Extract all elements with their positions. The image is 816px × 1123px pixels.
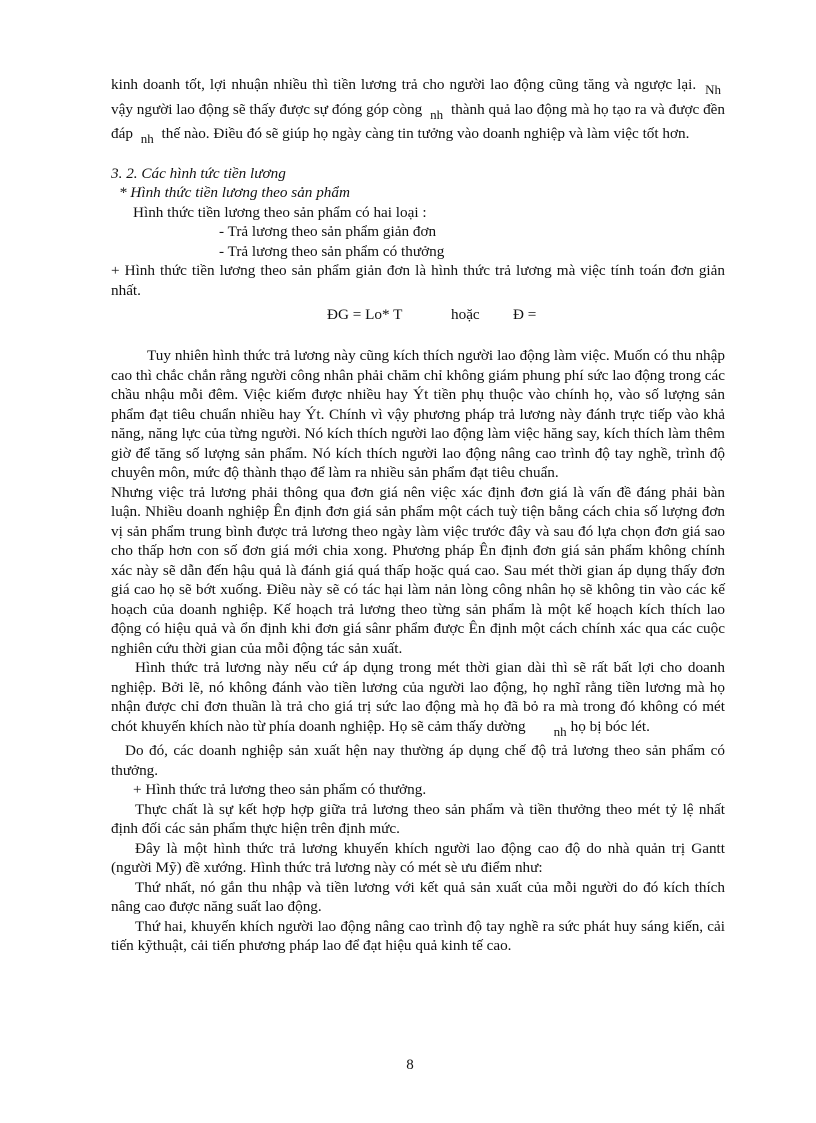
nh-fragment: Nh (705, 82, 721, 97)
simple-definition: + Hình thức tiền lương theo sản phẩm giản đơn là hình thức trả lương mà việc tính toán đơn giản nhất. (111, 262, 725, 299)
bonus-heading: + Hình thức trả lương theo sản phẩm có thưởng. (133, 781, 427, 798)
subheading: * Hình thức tiền lương theo sản phẩm (119, 184, 350, 201)
types-intro: Hình thức tiền lương theo sản phẩm có hai loại : (133, 203, 427, 221)
nh-fragment: nh (140, 131, 154, 146)
intro-paragraph: kinh doanh tốt, lợi nhuận nhiều thì tiền lương trả cho người lao động cũng tăng và ngược lại. Nh vậy người lao động sẽ thấy được sự đóng góp còng nh thành quả lao động mà họ tạo ra và được đền đáp nh thế nào. Điều đó sẽ giúp họ ngày càng tin tưởng vào doanh nghiệp và làm việc tốt hơn. (111, 75, 725, 149)
type-item-bonus: - Trả lương theo sản phẩm có thưởng (219, 242, 445, 260)
formula-left: ĐG = Lo* T (327, 306, 403, 323)
nh-fragment: nh (430, 106, 444, 122)
body-text (111, 75, 725, 956)
wage-formula (111, 302, 725, 328)
page-number: 8 (406, 1057, 414, 1073)
formula-conjunction: hoặc (451, 306, 480, 323)
paragraph-incentive: Tuy nhiên hình thức trả lương này cũng kích thích người lao động làm việc. Muốn có thu nhập cao thì chắc chắn rằng người công nhân phải chăm chỉ không giám phung phí sức lao động trong các chầu nhậu mỗi đêm. Việc kiếm được nhiều hay Ýt tiền phụ thuộc vào chính họ, vào số lượng sản phẩm đạt tiêu chuẩn nhiều hay Ýt. Chính vì vậy phương pháp trả lương này đánh trực tiếp vào khả năng, năng lực của từng người. Nó kích thích người lao động làm việc hăng say, kích thích làm thêm giờ để tăng số lượng sản phẩm. Nó kích thích người lao động nâng cao trình độ tay nghề, trình độ chuyên môn, mức độ thành thạo để làm ra nhiều sản phẩm đạt tiêu chuẩn. (111, 347, 725, 481)
paragraph-essence: Thực chất là sự kết hợp hợp giữa trả lương theo sản phẩm và tiền thưởng theo mét tỷ lệ nhất định đối các sản phẩm thực hiện trên định mức. (111, 800, 725, 837)
paragraph-gantt: Đây là một hình thức trả lương khuyến khích người lao động cao độ do nhà quản trị Gantt (người Mỹ) đề xướng. Hình thức trả lương này có mét sè ưu điểm như: (111, 839, 725, 876)
nh-fragment: nh (553, 723, 567, 739)
paragraph-first: Thứ nhất, nó gắn thu nhập và tiền lương với kết quả sản xuất của mỗi người do đó kích thích nâng cao được năng suất lao động. (111, 878, 725, 915)
paragraph-therefore: Do đó, các doanh nghiệp sản xuất hện nay thường áp dụng chế độ trả lương theo sản phẩm có thưởng. (111, 742, 725, 779)
paragraph-disadvantage: Hình thức trả lương này nếu cứ áp dụng trong mét thời gian dài thì sẽ rất bất lợi cho doanh nghiệp. Bởi lẽ, nó không đánh vào tiền lương của người lao động, họ nghĩ rằng tiền lương mà họ nhận được chỉ đơn thuần là trả cho giá trị sức lao động mà họ đã bỏ ra mà trong đó không có mét chót khuyến khích nào từ phía doanh nghiệp. Họ sẽ cảm thấy dường nh họ bị bóc lét. (111, 658, 725, 741)
type-item-simple: - Trả lương theo sản phẩm giản đơn (219, 223, 437, 240)
paragraph-unit-price: Nhưng việc trả lương phải thông qua đơn giá nên việc xác định đơn giá là vấn đề đáng phải bàn luận. Nhiều doanh nghiệp Ên định đơn giá sản phẩm một cách tuỳ tiện bằng cách chia số lượng đơn vị sản phẩm trung bình được trả lương theo ngày làm việc trước đây và sau đó lựa chọn đơn giá sao cho thấp hơn con số đơn giá mới chia xong. Phương pháp Ên định đơn giá sản phẩm không chính xác này sẽ dẫn đến hậu quả là đánh giá quá thấp hoặc quá cao. Sau mét thời gian áp dụng thấy đơn giá cao họ sẽ bớt xuống. Điều này sẽ có tác hại làm nản lòng công nhân họ sẽ không tin vào các kế hoạch của doanh nghiệp. Kế hoạch trả lương theo từng sản phẩm là một kế hoạch kích thích lao động có hiệu quả và ổn định khi đơn giá sânr phẩm được Ên định một cách chính xác qua các cuộc nghiên cứu thời gian của mỗi động tác sản xuất. (111, 483, 725, 657)
formula-right: Đ = (513, 306, 537, 323)
paragraph-second: Thứ hai, khuyến khích người lao động nâng cao trình độ tay nghề ra sức phát huy sáng kiến, cải tiến kỹthuật, cải tiến phương pháp lao để đạt hiệu quả kinh tế cao. (111, 917, 725, 954)
section-heading: 3. 2. Các hình tức tiền lương (111, 164, 286, 182)
